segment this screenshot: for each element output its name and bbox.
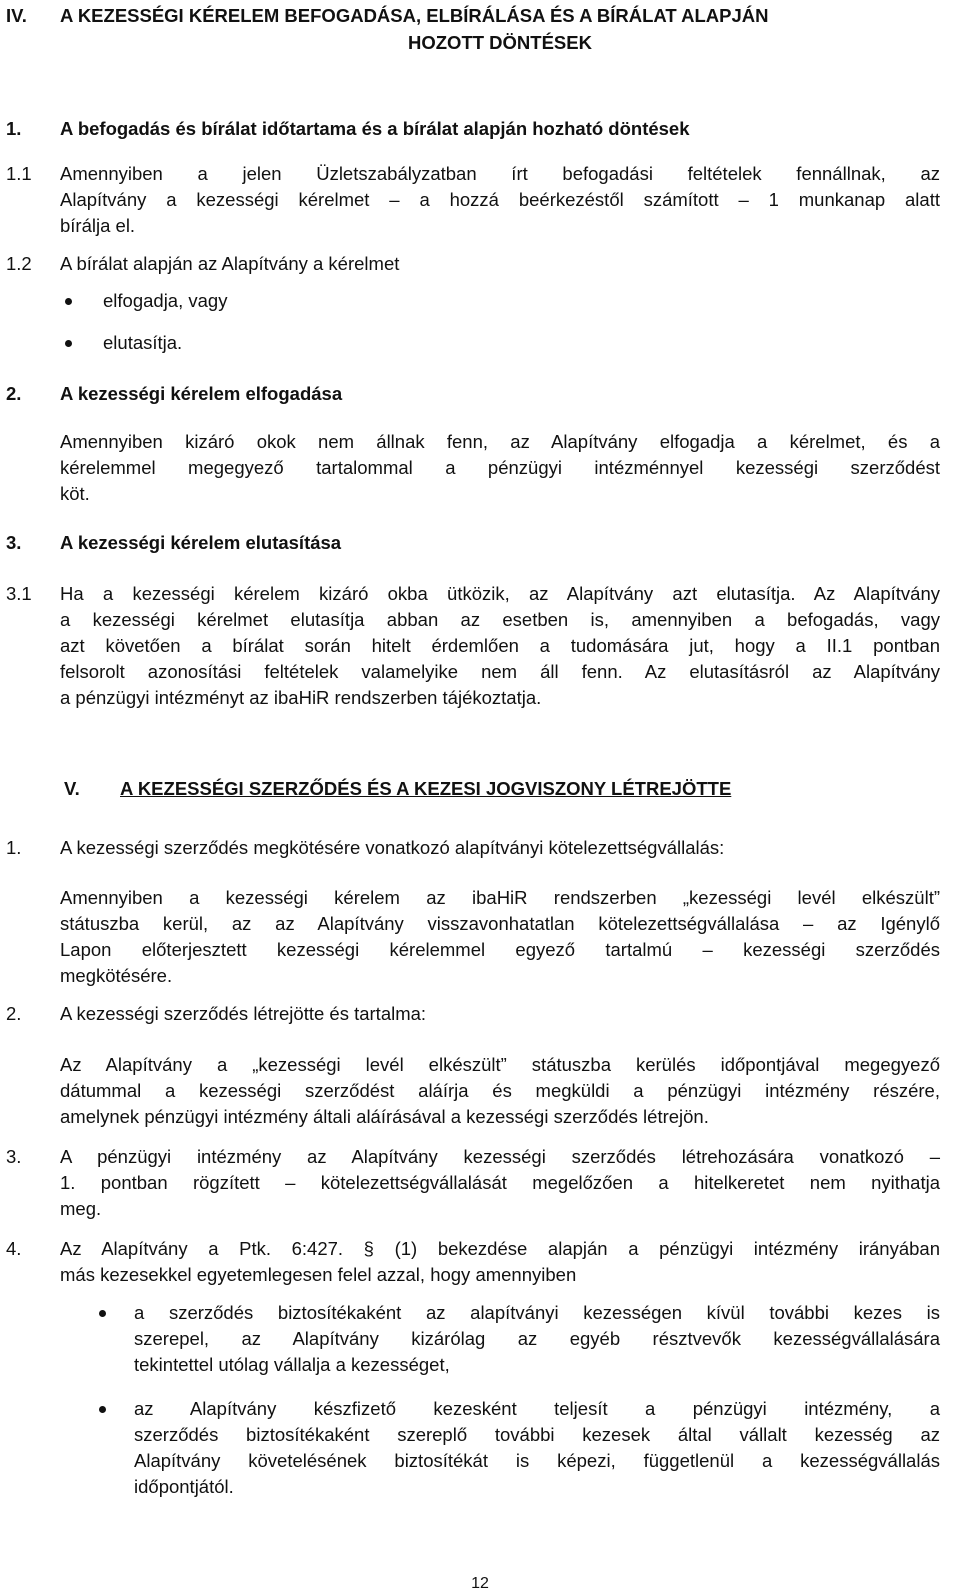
paragraph-line: A bírálat alapján az Alapítvány a kérelmet	[60, 253, 400, 274]
paragraph-line: a pénzügyi intézményt az ibaHiR rendszerben tájékoztatja.	[60, 687, 542, 708]
chapter-number: V.	[64, 778, 80, 799]
section-number: 2.	[6, 383, 22, 404]
paragraph-line: más kezesekkel egyetemlegesen felel azzal, hogy amennyiben	[60, 1264, 577, 1285]
paragraph-line: azt követően a bírálat során hitelt érdemlően a tudomására jut, hogy a II.1 pontban	[60, 635, 940, 656]
paragraph-line: bírálja el.	[60, 215, 136, 236]
paragraph-line: meg.	[60, 1198, 102, 1219]
bullet-icon	[99, 1406, 106, 1413]
paragraph-line: kérelemmel megegyező tartalommal a pénzügyi intézménnyel kezességi szerződést	[60, 457, 940, 478]
paragraph-title: A kezességi szerződés létrejötte és tartalma:	[60, 1003, 427, 1024]
paragraph-line: felsorolt azonosítási feltételek valamelyike nem áll fenn. Az elutasításról az Alapítvány	[60, 661, 940, 682]
paragraph-line: Az Alapítvány a Ptk. 6:427. § (1) bekezdése alapján a pénzügyi intézmény irányában	[60, 1238, 940, 1259]
paragraph-line: Ha a kezességi kérelem kizáró okba ütközik, az Alapítvány azt elutasítja. Az Alapítvány	[60, 583, 940, 604]
paragraph-line: dátummal a kezességi szerződést aláírja és megküldi a pénzügyi intézmény részére,	[60, 1080, 940, 1101]
list-item-line: szerződés biztosítékaként szereplő további kezesek által vállalt kezesség az	[134, 1424, 940, 1445]
paragraph-line: megkötésére.	[60, 965, 173, 986]
list-item-line: szerepel, az Alapítvány kizárólag az egyéb résztvevők kezességvállalására	[134, 1328, 940, 1349]
paragraph-line: Lapon előterjesztett kezességi kérelemmel egyező tartalmú – kezességi szerződés	[60, 939, 940, 960]
section-title: A kezességi kérelem elutasítása	[60, 532, 342, 553]
section-title: A befogadás és bírálat időtartama és a bírálat alapján hozható döntések	[60, 118, 690, 139]
section-number: 1.	[6, 118, 22, 139]
list-item-line: időpontjától.	[134, 1476, 234, 1497]
list-item-line: a szerződés biztosítékaként az alapítványi kezességen kívül további kezes is	[134, 1302, 940, 1323]
chapter-title-line1: A KEZESSÉGI KÉRELEM BEFOGADÁSA, ELBÍRÁLÁSA ÉS A BÍRÁLAT ALAPJÁN	[60, 5, 769, 26]
bullet-icon	[65, 340, 72, 347]
paragraph-line: köt.	[60, 483, 90, 504]
paragraph-line: Az Alapítvány a „kezességi levél elkészült” státuszba kerülés időpontjával megegyező	[60, 1054, 940, 1075]
paragraph-number: 1.1	[6, 163, 32, 184]
paragraph-line: 1. pontban rögzített – kötelezettségvállalását megelőzően a hitelkeretet nem nyithatja	[60, 1172, 940, 1193]
paragraph-number: 4.	[6, 1238, 22, 1259]
chapter-title: A KEZESSÉGI SZERZŐDÉS ÉS A KEZESI JOGVISZONY LÉTREJÖTTE	[120, 778, 732, 799]
paragraph-number: 1.	[6, 837, 22, 858]
paragraph-line: Amennyiben a jelen Üzletszabályzatban írt befogadási feltételek fennállnak, az	[60, 163, 940, 184]
list-item: elutasítja.	[103, 332, 183, 353]
paragraph-line: amelynek pénzügyi intézmény általi aláírásával a kezességi szerződés létrejön.	[60, 1106, 709, 1127]
list-item-line: az Alapítvány készfizető kezesként teljesít a pénzügyi intézmény, a	[134, 1398, 940, 1419]
list-item: elfogadja, vagy	[103, 290, 228, 311]
section-title: A kezességi kérelem elfogadása	[60, 383, 343, 404]
paragraph-line: Amennyiben kizáró okok nem állnak fenn, az Alapítvány elfogadja a kérelmet, és a	[60, 431, 940, 452]
paragraph-number: 3.	[6, 1146, 22, 1167]
chapter-title-line2: HOZOTT DÖNTÉSEK	[408, 32, 592, 53]
paragraph-line: A pénzügyi intézmény az Alapítvány kezességi szerződés létrehozására vonatkozó –	[60, 1146, 940, 1167]
chapter-number: IV.	[6, 5, 27, 26]
paragraph-line: Amennyiben a kezességi kérelem az ibaHiR rendszerben „kezességi levél elkészült”	[60, 887, 940, 908]
paragraph-number: 3.1	[6, 583, 32, 604]
section-number: 3.	[6, 532, 22, 553]
paragraph-line: a kezességi kérelmet elutasítja abban az esetben is, amennyiben a befogadás, vagy	[60, 609, 940, 630]
paragraph-number: 1.2	[6, 253, 32, 274]
page-number: 12	[471, 1575, 489, 1592]
paragraph-number: 2.	[6, 1003, 22, 1024]
bullet-icon	[65, 298, 72, 305]
list-item-line: Alapítvány követelésének biztosítékát is képezi, függetlenül a kezességvállalás	[134, 1450, 940, 1471]
paragraph-title: A kezességi szerződés megkötésére vonatkozó alapítványi kötelezettségvállalás:	[60, 837, 725, 858]
list-item-line: tekintettel utólag vállalja a kezességet,	[134, 1354, 450, 1375]
paragraph-line: státuszba kerül, az az Alapítvány visszavonhatatlan kötelezettségvállalása – az Igénylő	[60, 913, 940, 934]
bullet-icon	[99, 1310, 106, 1317]
paragraph-line: Alapítvány a kezességi kérelmet – a hozzá beérkezéstől számított – 1 munkanap alatt	[60, 189, 940, 210]
